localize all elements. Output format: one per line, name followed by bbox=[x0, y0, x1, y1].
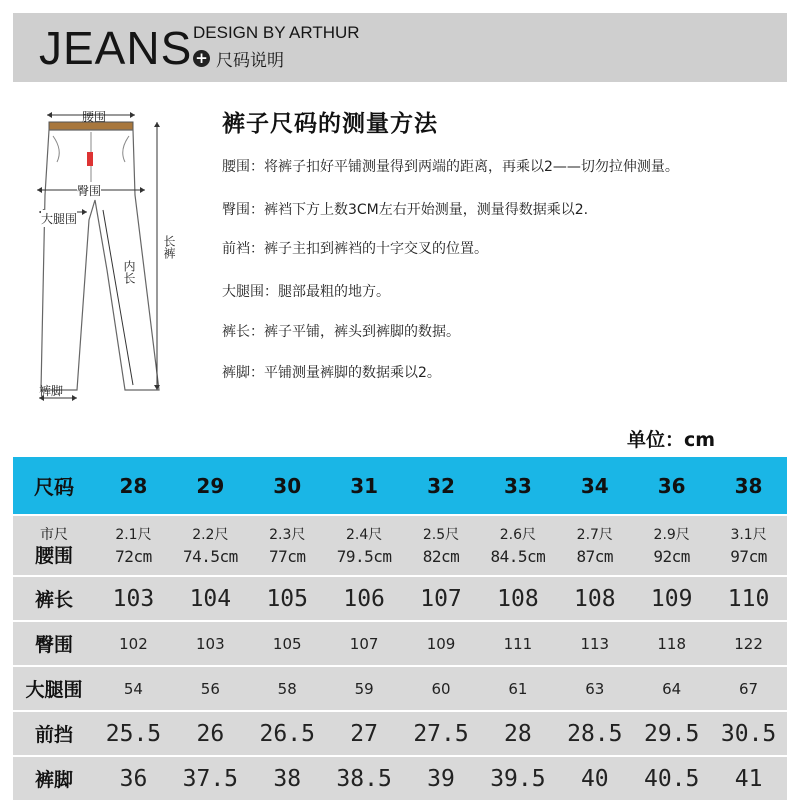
table-row-waist bbox=[13, 516, 787, 575]
figure-label-hip: 臀围 bbox=[77, 184, 102, 198]
method-line-thigh: 大腿围：腿部最粗的地方。 bbox=[222, 284, 390, 300]
table-cell: 106 bbox=[343, 585, 385, 612]
table-cell: 67 bbox=[739, 679, 759, 698]
table-cell: 41 bbox=[734, 765, 763, 792]
waist-shi-value: 2.9尺 bbox=[653, 526, 690, 543]
table-row-leg-opening bbox=[13, 757, 787, 800]
waist-shi-value: 2.5尺 bbox=[422, 526, 460, 543]
waist-cm-value: 72cm bbox=[115, 546, 152, 566]
plus-circle-icon: + bbox=[193, 50, 210, 67]
waist-shi-value: 3.1尺 bbox=[730, 526, 767, 543]
table-cell: 64 bbox=[662, 679, 682, 698]
waist-cm-value: 87cm bbox=[576, 546, 614, 566]
table-cell: 107 bbox=[420, 585, 462, 612]
unit-label: 单位：cm bbox=[627, 429, 716, 451]
table-row-hip bbox=[13, 622, 787, 665]
table-cell bbox=[710, 516, 787, 575]
waist-cm-value: 97cm bbox=[730, 546, 767, 566]
waist-cm-value: 92cm bbox=[653, 546, 690, 566]
table-cell: 36 bbox=[119, 765, 148, 792]
table-cell: 109 bbox=[650, 585, 693, 612]
table-row-length bbox=[13, 577, 787, 620]
waist-cm-value: 77cm bbox=[268, 546, 306, 566]
table-cell: 118 bbox=[657, 634, 686, 653]
table-cell: 40.5 bbox=[643, 765, 700, 792]
table-cell: 25.5 bbox=[105, 720, 162, 747]
table-cell: 105 bbox=[266, 585, 308, 612]
size-guide-heading bbox=[193, 46, 284, 71]
method-line-hip: 臀围：裤裆下方上数3CM左右开始测量，测量得数据乘以2. bbox=[222, 202, 589, 218]
table-cell: 104 bbox=[189, 585, 232, 612]
designer-credit: DESIGN BY ARTHUR bbox=[193, 23, 360, 42]
table-cell: 103 bbox=[196, 634, 225, 653]
table-cell: 108 bbox=[497, 585, 539, 612]
header-banner bbox=[13, 13, 787, 82]
table-cell bbox=[556, 516, 633, 575]
method-line-length: 裤长：裤子平铺，裤头到裤脚的数据。 bbox=[222, 324, 460, 340]
table-cell: 54 bbox=[123, 679, 143, 698]
table-cell bbox=[633, 516, 710, 575]
row-label-length: 裤长 bbox=[34, 589, 73, 611]
row-label-waist-sub: 市尺 bbox=[40, 526, 68, 543]
figure-label-thigh: 大腿围 bbox=[41, 212, 78, 226]
size-header-cell: 33 bbox=[503, 473, 532, 498]
waist-cm-value: 79.5cm bbox=[336, 546, 392, 566]
table-cell: 58 bbox=[277, 679, 297, 698]
table-cell: 105 bbox=[272, 634, 302, 653]
table-cell: 60 bbox=[431, 679, 451, 698]
table-cell: 37.5 bbox=[182, 765, 239, 792]
table-cell bbox=[326, 516, 403, 575]
table-cell bbox=[95, 516, 172, 575]
table-cell: 28.5 bbox=[567, 720, 623, 747]
size-header-cell: 29 bbox=[196, 473, 225, 498]
table-cell bbox=[479, 516, 556, 575]
table-cell: 108 bbox=[574, 585, 616, 612]
table-cell: 107 bbox=[349, 634, 379, 653]
waist-cm-value: 82cm bbox=[422, 546, 460, 566]
row-label-thigh: 大腿围 bbox=[25, 679, 83, 701]
size-header-cell: 38 bbox=[734, 473, 763, 498]
brand-title: JEANS bbox=[39, 22, 193, 74]
table-cell: 27 bbox=[350, 720, 378, 747]
table-cell: 103 bbox=[112, 585, 155, 612]
waist-cm-value: 74.5cm bbox=[182, 546, 238, 566]
size-header-cell: 32 bbox=[427, 473, 455, 498]
table-cell: 109 bbox=[426, 634, 456, 653]
table-cell bbox=[172, 516, 249, 575]
figure-label-leg-opening: 裤脚 bbox=[39, 384, 64, 398]
table-cell: 111 bbox=[503, 634, 533, 653]
table-cell: 40 bbox=[580, 765, 609, 792]
method-line-leg-opening: 裤脚：平铺测量裤脚的数据乘以2。 bbox=[222, 365, 441, 381]
table-header-label: 尺码 bbox=[34, 475, 74, 499]
figure-label-inseam: 内长 bbox=[122, 260, 136, 284]
waist-shi-value: 2.7尺 bbox=[576, 526, 613, 543]
table-cell: 61 bbox=[508, 679, 528, 698]
table-cell: 59 bbox=[354, 679, 374, 698]
table-cell bbox=[403, 516, 480, 575]
table-cell: 28 bbox=[504, 720, 532, 747]
row-label-leg-opening: 裤脚 bbox=[34, 769, 73, 791]
table-cell: 26.5 bbox=[259, 720, 315, 747]
method-line-front-rise: 前裆：裤子主扣到裤裆的十字交叉的位置。 bbox=[222, 241, 488, 257]
jeans-measurement-diagram bbox=[25, 100, 185, 410]
table-cell: 26 bbox=[196, 720, 225, 747]
waist-shi-value: 2.1尺 bbox=[115, 526, 152, 543]
figure-label-waist: 腰围 bbox=[82, 110, 107, 124]
table-cell: 39 bbox=[427, 765, 455, 792]
table-cell: 39.5 bbox=[490, 765, 546, 792]
table-cell: 102 bbox=[119, 634, 148, 653]
table-cell: 38 bbox=[273, 765, 302, 792]
waist-shi-value: 2.6尺 bbox=[499, 526, 537, 543]
row-label-hip: 臀围 bbox=[34, 634, 73, 656]
table-cell: 38.5 bbox=[336, 765, 392, 792]
table-cell: 122 bbox=[734, 634, 763, 653]
waist-shi-value: 2.3尺 bbox=[269, 526, 306, 543]
size-header-cell: 31 bbox=[350, 473, 379, 498]
table-cell: 113 bbox=[580, 634, 610, 653]
waist-shi-value: 2.2尺 bbox=[192, 526, 229, 543]
table-cell: 27.5 bbox=[413, 720, 469, 747]
row-label-front-rise: 前挡 bbox=[34, 724, 73, 746]
table-cell: 56 bbox=[200, 679, 220, 698]
row-label-waist-main: 腰围 bbox=[34, 544, 73, 567]
waist-cm-value: 84.5cm bbox=[490, 546, 546, 566]
waist-shi-value: 2.4尺 bbox=[345, 526, 383, 543]
size-guide-label: 尺码说明 bbox=[216, 51, 284, 71]
table-row-front-rise bbox=[13, 712, 787, 755]
method-line-waist: 腰围：将裤子扣好平铺测量得到两端的距离，再乘以2——切勿拉伸测量。 bbox=[222, 159, 679, 175]
size-header-cell: 34 bbox=[580, 473, 609, 498]
table-row-thigh bbox=[13, 667, 787, 710]
table-cell bbox=[249, 516, 326, 575]
table-cell: 110 bbox=[727, 585, 770, 612]
table-cell: 63 bbox=[585, 679, 605, 698]
table-cell: 30.5 bbox=[720, 720, 777, 747]
size-header-cell: 36 bbox=[657, 473, 686, 498]
method-title: 裤子尺码的测量方法 bbox=[222, 111, 438, 137]
row-label-waist bbox=[13, 516, 95, 575]
figure-label-length: 长裤 bbox=[162, 235, 176, 259]
size-header-cell: 28 bbox=[119, 473, 148, 498]
table-header-row bbox=[13, 457, 787, 514]
size-header-cell: 30 bbox=[273, 473, 302, 498]
table-cell: 29.5 bbox=[643, 720, 700, 747]
